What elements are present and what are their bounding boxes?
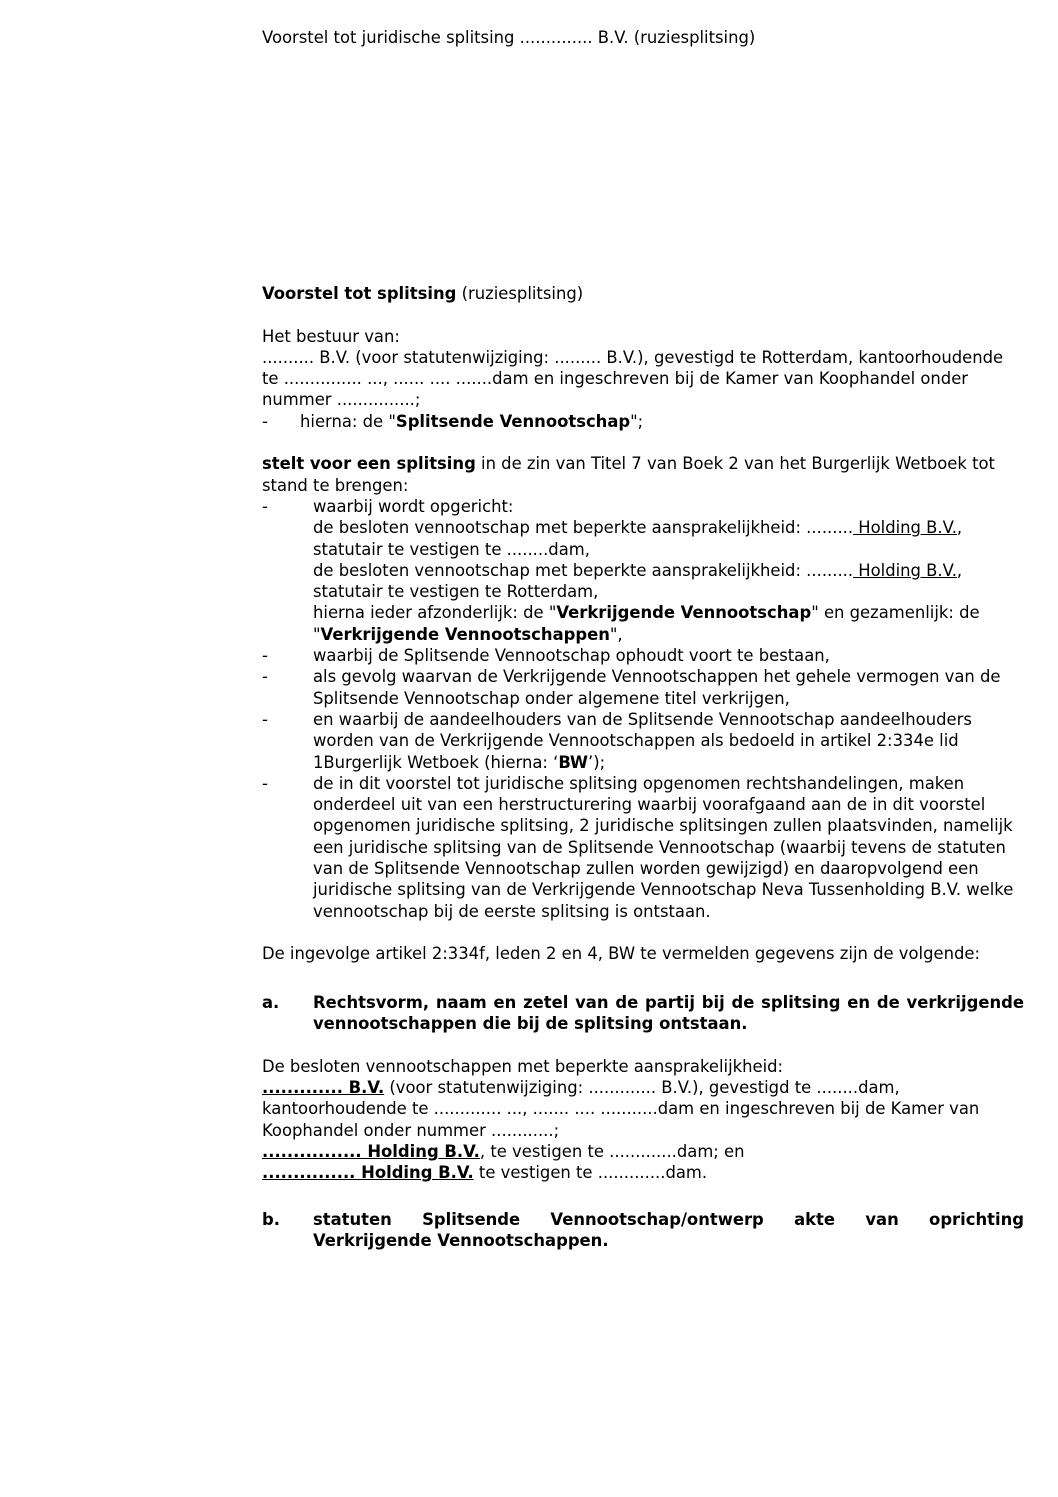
page-header: Voorstel tot juridische splitsing .............. B.V. (ruziesplitsing) <box>262 28 756 47</box>
bullet-item: - als gevolg waarvan de Verkrijgende Vennootschappen het gehele vermogen van de Splitsende Vennootschap onder algemene titel verkrijgen, <box>262 667 1001 708</box>
bullet-item: - de in dit voorstel tot juridische splitsing opgenomen rechtshandelingen, maken onderdeel uit van een herstructurering waarbij voorafgaand aan de in dit voorstel opgenomen juridische splitsing, 2 juridische splitsingen zullen plaatsvinden, namelijk een juridische splitsing van de Splitsende Vennootschap (waarbij tevens de statuten van de Splitsende Vennootschap zullen worden gewijzigd) en daaropvolgend een juridische splitsing van de Verkrijgende Vennootschap Neva Tussenholding B.V. welke vennootschap bij de eerste splitsing is ontstaan. <box>262 773 1014 921</box>
intro-line: Het bestuur van: <box>262 326 400 346</box>
gegevens-text: De ingevolge artikel 2:334f, leden 2 en 4, BW te vermelden gegevens zijn de volgende: <box>262 944 980 964</box>
bullet-sub-line: de besloten vennootschap met beperkte aansprakelijkheid: ......... Holding B.V., statutair te vestigen te ........dam, <box>313 518 963 559</box>
section-a-heading: a. Rechtsvorm, naam en zetel van de partij bij de splitsing en de verkrijgende vennootschappen die bij de splitsing ontstaan. <box>262 992 1024 1034</box>
bullet-item: - waarbij wordt opgericht: de besloten vennootschap met beperkte aansprakelijkheid: ......... Holding B.V., statutair te vestigen te ........dam, de besloten vennootschap met beperkte aansprakelijkheid: ......... Holding B.V., statutair te vestigen te Rotterdam, hierna ieder afzonderlijk: de "Verkrijgende Vennootschap" en gezamenlijk: de "Verkrijgende Vennootschappen", <box>262 496 1024 645</box>
bullet-item: - en waarbij de aandeelhouders van de Splitsende Vennootschap aandeelhouders worden van de Verkrijgende Vennootschappen als bedoeld in artikel 2:334e lid 1Burgerlijk Wetboek (hierna: ‘BW’); <box>262 709 972 772</box>
section-a-holding-1: ................ Holding B.V., te vestigen te .............dam; en <box>262 1141 745 1161</box>
section-a-intro: De besloten vennootschappen met beperkte aansprakelijkheid: <box>262 1056 784 1076</box>
document-body <box>262 283 1024 1251</box>
section-a-company: ............. B.V. (voor statutenwijziging: ............. B.V.), gevestigd te ........dam, kantoorhoudende te ............. ..., ....... .... ...........dam en ingeschreven bij de Kamer van Koophandel onder nummer ............; <box>262 1077 980 1140</box>
bullet-item: - waarbij de Splitsende Vennootschap ophoudt voort te bestaan, <box>262 646 830 666</box>
section-b-heading: b. statuten Splitsende Vennootschap/ontwerp akte van oprichting Verkrijgende Vennootschappen. <box>262 1209 1024 1251</box>
proposal-text: stelt voor een splitsing in de zin van Titel 7 van Boek 2 van het Burgerlijk Wetboek tot stand te brengen: <box>262 454 995 495</box>
intro-hierna: - hierna: de "Splitsende Vennootschap"; <box>262 411 644 431</box>
bullet-sub-line: hierna ieder afzonderlijk: de "Verkrijgende Vennootschap" en gezamenlijk: de "Verkrijgende Vennootschappen", <box>313 603 980 644</box>
document-title: Voorstel tot splitsing (ruziesplitsing) <box>262 284 584 303</box>
intro-company: .......... B.V. (voor statutenwijziging: ......... B.V.), gevestigd te Rotterdam, kantoorhoudende te ............... ..., ...... .... .......dam en ingeschreven bij de Kamer van Koophandel onder nummer ...............; <box>262 347 1004 410</box>
bullet-sub-line: de besloten vennootschap met beperkte aansprakelijkheid: ......... Holding B.V., statutair te vestigen te Rotterdam, <box>313 560 963 602</box>
section-a-holding-2: ............... Holding B.V. te vestigen te .............dam. <box>262 1163 708 1183</box>
